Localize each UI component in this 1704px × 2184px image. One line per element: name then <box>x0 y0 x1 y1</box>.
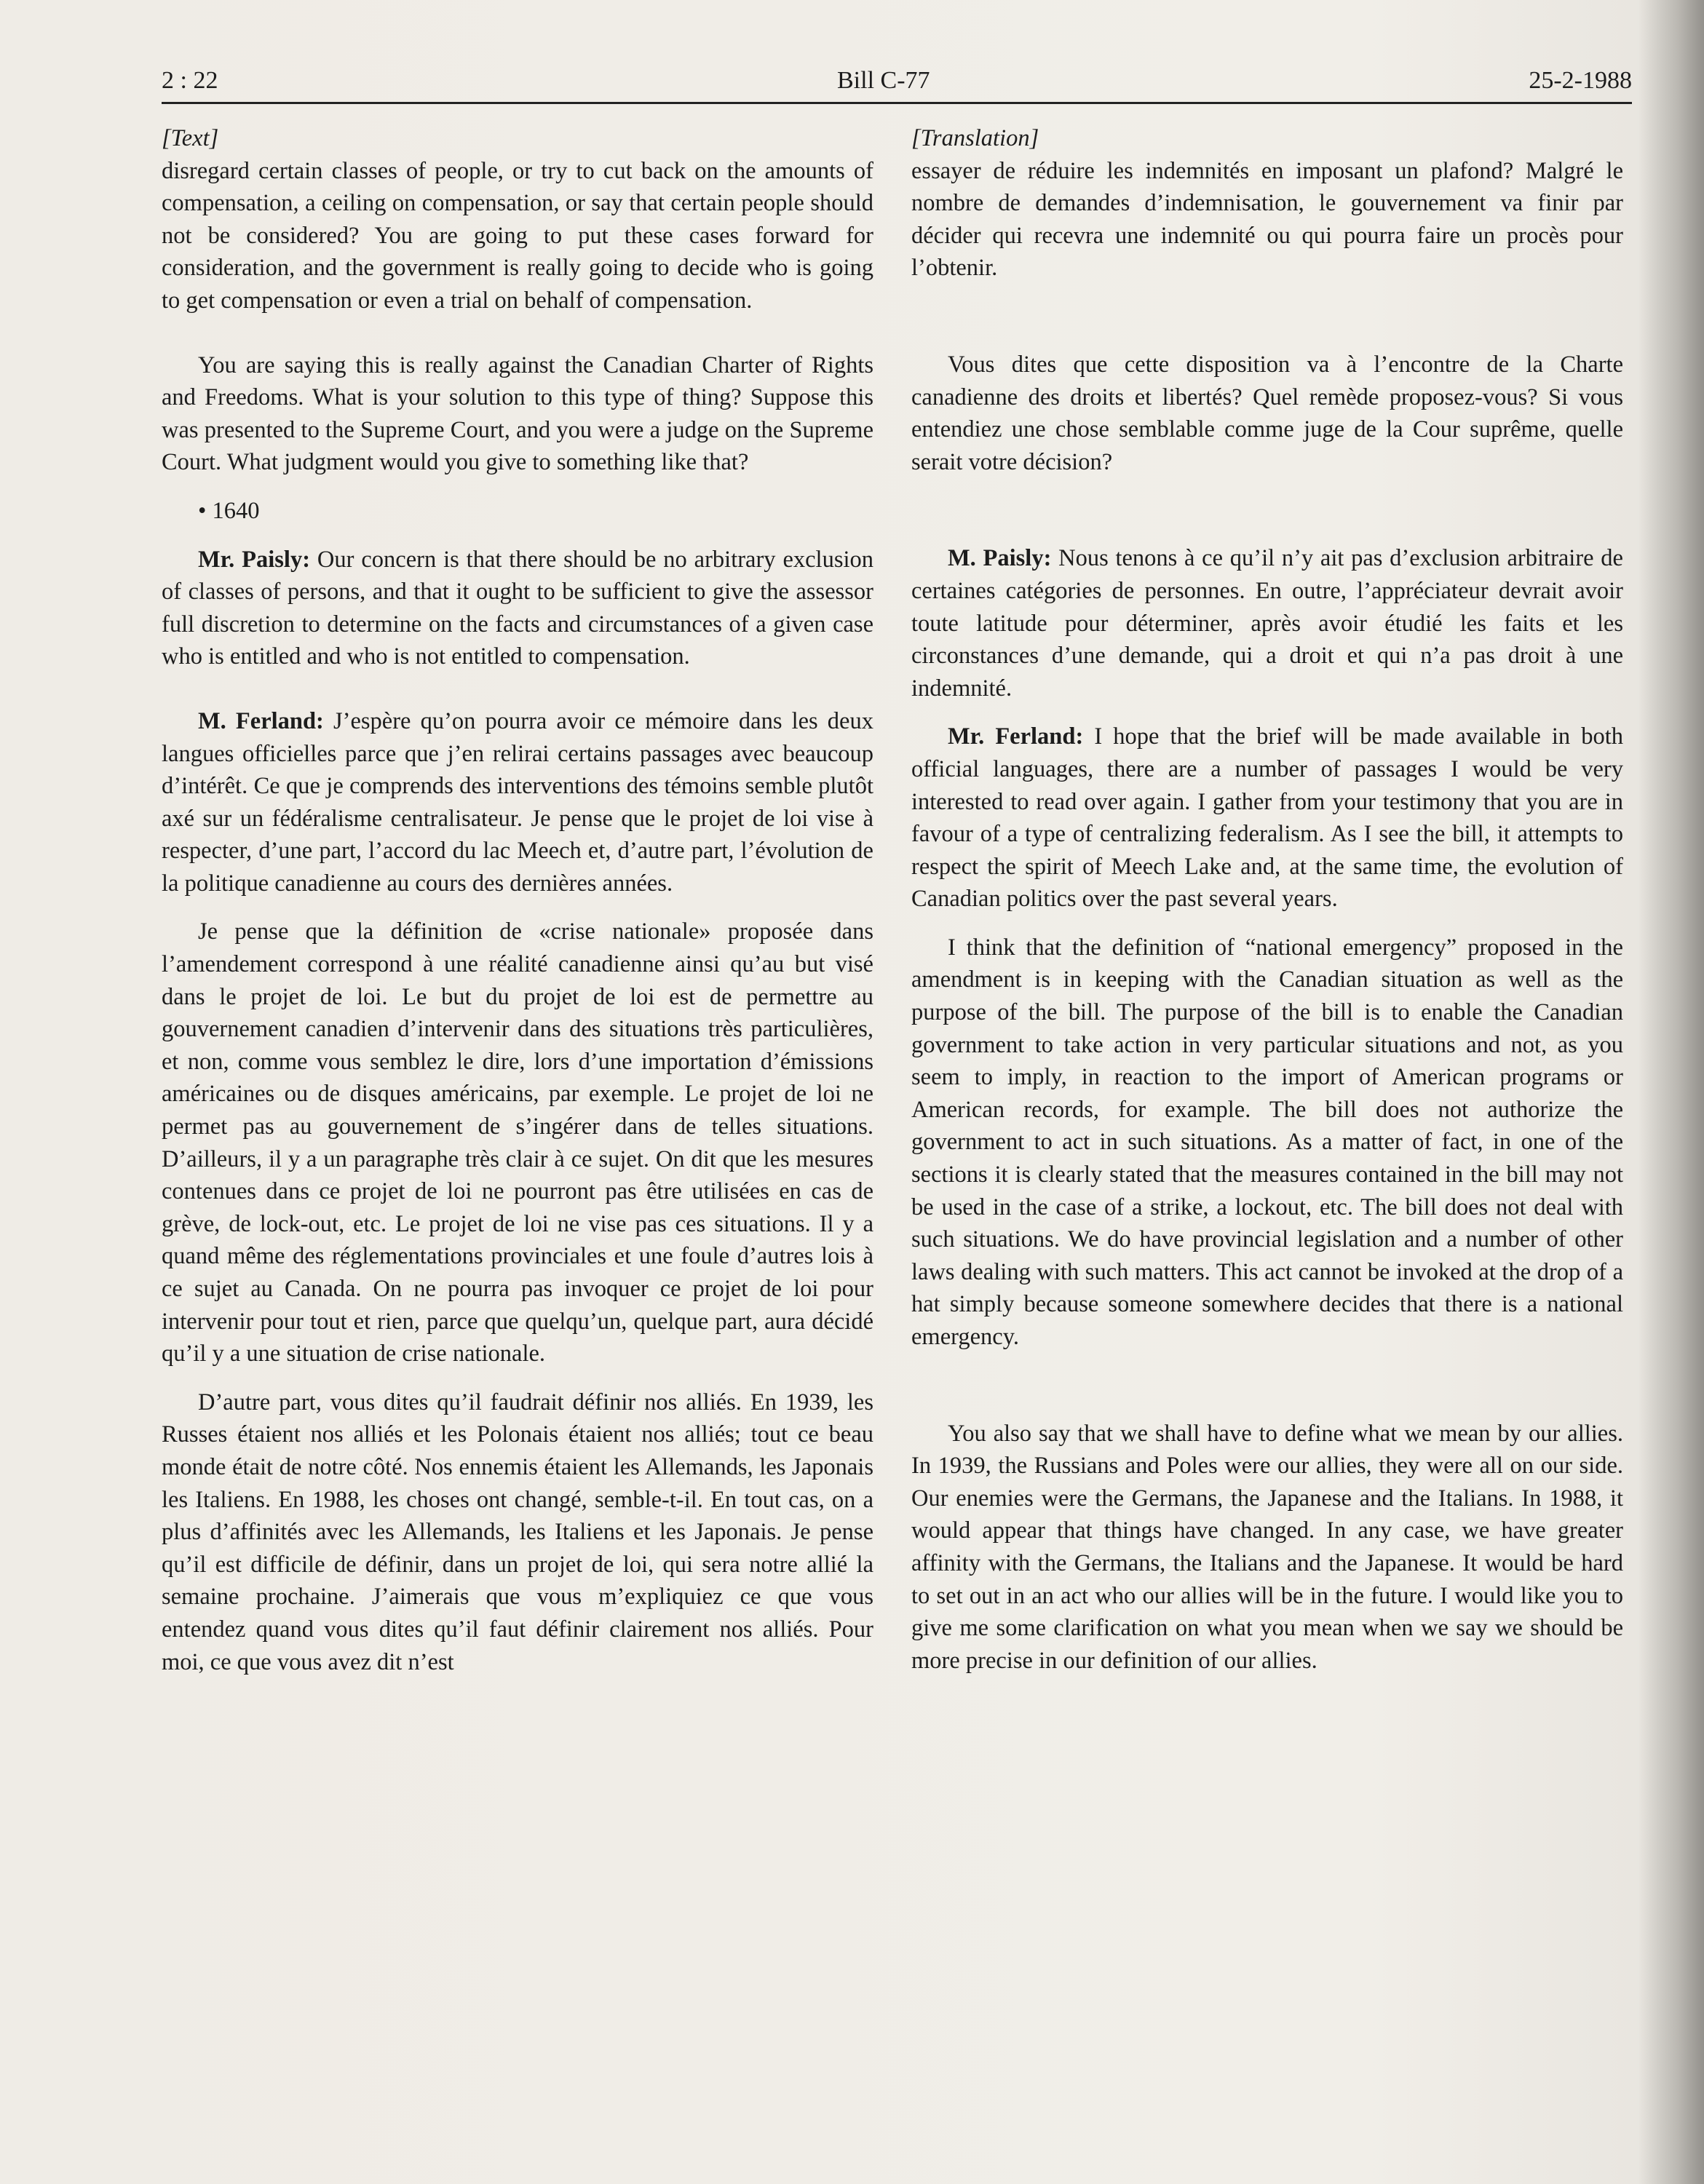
time-marker: • 1640 <box>198 497 260 524</box>
speech-text: I hope that the brief will be made available in both official languages, there are a number of passages I would be very interested to read over again. I gather from your testimony that you are in favour of a type of centralizing federalism. As I see the bill, it attempts to respect the spirit of Meech Lake and, at the same time, the evolution of Canadian politics over the past several years. <box>911 723 1624 913</box>
bill-title: Bill C-77 <box>837 67 930 94</box>
page-edge-shadow <box>1638 0 1704 2184</box>
right-column <box>911 122 1623 1677</box>
right-paragraph-2: Vous dites que cette disposition va à l’encontre de la Charte canadienne des droits et libertés? Quel remède proposez-vous? Si vous entendiez une chose semblable comme juge de la Cour suprême, quelle serait votre décision? <box>911 351 1623 475</box>
speaker-name: Mr. Paisly: <box>198 546 311 573</box>
right-paragraph-1: essayer de réduire les indemnités en imposant un plafond? Malgré le nombre de demandes d’indemnisation, le gouvernement va finir par décider qui recevra une indemnité ou qui pourra faire un procès pour l’obtenir. <box>911 157 1623 282</box>
right-paragraph-6: You also say that we shall have to define what we mean by our allies. In 1939, the Russians and Poles were our allies, they were all on our side. Our enemies were the Germans, the Japanese and the Italians. In 1988, it would appear that things have changed. In any case, we have greater affinity with the Germans, the Italians and the Japanese. It would be hard to set out in an act who our allies will be in the future. I would like you to give me some clarification on what you mean when we say we should be more precise in our definition of our allies. <box>911 1420 1623 1674</box>
left-paragraph-4 <box>162 705 873 900</box>
speaker-name: Mr. Ferland: <box>948 723 1084 750</box>
speaker-name: M. Paisly: <box>948 545 1052 572</box>
header-rule <box>162 102 1632 104</box>
right-paragraph-4 <box>911 720 1623 916</box>
speech-text: Nous tenons à ce qu’il n’y ait pas d’exclusion arbitraire de certaines catégories de personnes. En outre, l’appréciateur devrait avoir toute latitude pour déterminer, après avoir étudié les faits et les circonstances d’une demande, qui a droit et qui n’a pas droit à une indemnité. <box>911 545 1623 702</box>
text-label: [Text] <box>162 125 219 151</box>
translation-label: [Translation] <box>911 125 1039 151</box>
right-paragraph-5: I think that the definition of “national emergency” proposed in the amendment is in keeping with the Canadian situation as well as the purpose of the bill. The purpose of the bill is to enable the Canadian government to take action in very particular situations and not, as you seem to imply, in reaction to the import of American programs or American records, for example. The bill does not authorize the government to act in such situations. As a matter of fact, in one of the sections it is clearly stated that the measures contained in the bill may not be used in the case of a strike, a lockout, etc. The bill does not deal with such situations. We do have provincial legislation and a number of other laws dealing with such matters. This act cannot be invoked at the drop of a hat simply because someone somewhere decides that there is a national emergency. <box>911 934 1623 1350</box>
right-paragraph-3 <box>911 542 1623 704</box>
left-paragraph-2: You are saying this is really against the Canadian Charter of Rights and Freedoms. What is your solution to this type of thing? Suppose this was presented to the Supreme Court, and you were a judge on the Supreme Court. What judgment would you give to something like that? <box>162 352 873 476</box>
left-paragraph-6: D’autre part, vous dites qu’il faudrait définir nos alliés. En 1939, les Russes étaient nos alliés et les Polonais étaient nos alliés; tout ce beau monde était de notre côté. Nos ennemis étaient les Allemands, les Japonais les Italiens. En 1988, les choses ont changé, semble-t-il. En tout cas, on a plus d’affinités avec les Allemands, les Italiens et les Japonais. Je pense qu’il est difficile de définir, dans un projet de loi, qui sera notre allié la semaine prochaine. J’aimerais que vous m’expliquiez ce que vous entendez quand vous dites qu’il faut définir clairement nos alliés. Pour moi, ce que vous avez dit n’est <box>162 1389 873 1675</box>
left-paragraph-5: Je pense que la définition de «crise nationale» proposée dans l’amendement correspond à une réalité canadienne ainsi qu’au but visé dans le projet de loi. Le but du projet de loi est de permettre au gouvernement canadien d’intervenir dans des situations très particulières, et non, comme vous semblez le dire, lors d’une importation d’émissions américaines ou de disques américains, par exemple. Le projet de loi ne permet pas au gouvernement de s’ingérer dans de telles situations. D’ailleurs, il y a un paragraphe très clair à ce sujet. On dit que les mesures contenues dans ce projet de loi ne pourront pas être utilisées en cas de grève, de lock-out, etc. Le projet de loi ne vise pas ces situations. Il y a quand même des réglementations provinciales et une foule d’autres lois à ce sujet au Canada. On ne pourra pas invoquer ce projet de loi pour intervenir pour tout et rien, parce que quelqu’un, quelque part, aura décidé qu’il y a une situation de crise nationale. <box>162 918 873 1367</box>
left-paragraph-1: disregard certain classes of people, or try to cut back on the amounts of compensation, a ceiling on compensation, or say that certain people should not be considered? You are going to put these cases forward for consideration, and the government is really going to decide who is going to get compensation or even a trial on behalf of compensation. <box>162 157 873 314</box>
page-number: 2 : 22 <box>162 67 218 94</box>
header-date: 25-2-1988 <box>1529 67 1632 94</box>
speech-text: Our concern is that there should be no arbitrary exclusion of classes of persons, and that it ought to be sufficient to give the assessor full discretion to determine on the facts and circumstances of a given case who is entitled and who is not entitled to compensation. <box>162 546 874 670</box>
left-column <box>162 122 873 1678</box>
left-paragraph-3 <box>162 544 873 673</box>
page-header <box>162 67 1632 102</box>
speech-text: J’espère qu’on pourra avoir ce mémoire dans les deux langues officielles parce que j’en relirai certains passages avec beaucoup d’intérêt. Ce que je comprends des interventions des témoins semble plutôt axé sur un fédéralisme centralisateur. Je pense que le projet de loi vise à respecter, d’une part, l’accord du lac Meech et, d’autre part, l’évolution de la politique canadienne au cours des dernières années. <box>162 707 873 897</box>
speaker-name: M. Ferland: <box>198 707 324 734</box>
